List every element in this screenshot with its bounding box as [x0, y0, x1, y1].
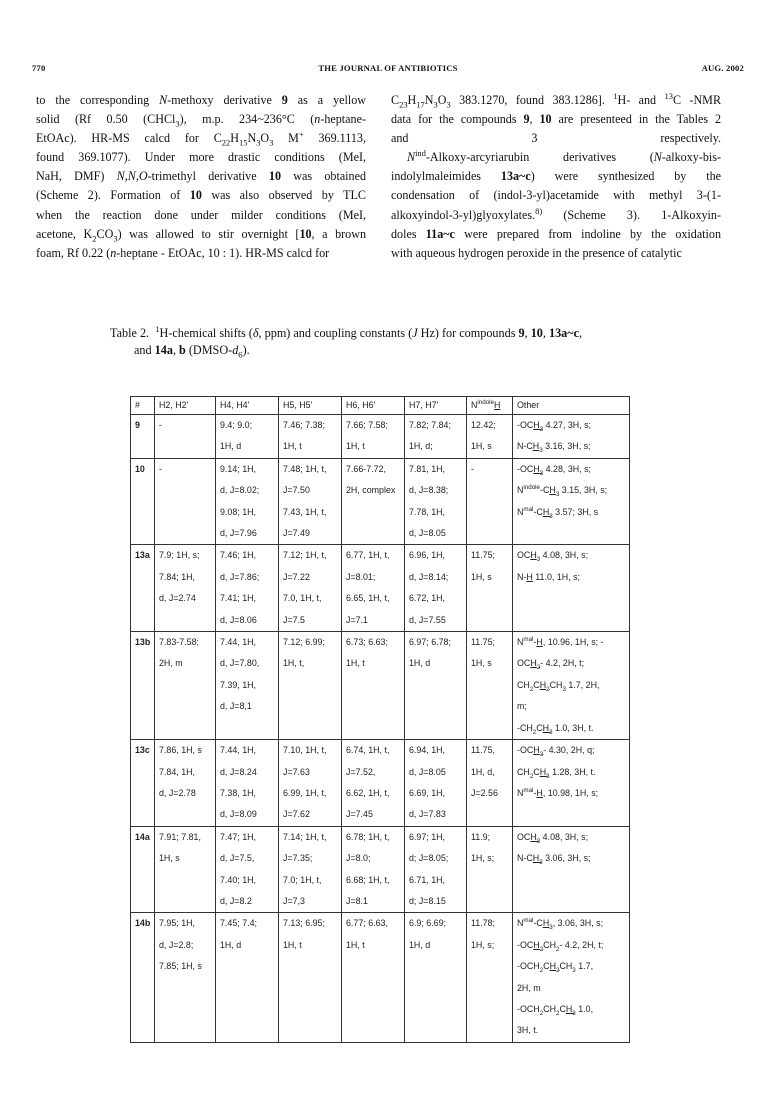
table-cell — [155, 804, 216, 826]
compound-id-cell — [131, 783, 155, 804]
table-cell: d, J=8.38; — [405, 480, 467, 501]
table-cell: $OCH_2-$ 4.2, 2H, t; — [513, 653, 630, 674]
table-cell — [467, 502, 513, 523]
table-cell: 7.85; 1H, s — [155, 956, 216, 977]
text-line: $N^{ind}-Alkoxy$-arcyriarubin derivatives (N-alkoxy-bis- — [407, 148, 721, 165]
body-text-left-column — [36, 91, 366, 263]
text-line: condensation of (indol-3-yl)acetamide with methyl 3-(1- — [391, 188, 721, 203]
column-header: Other — [513, 397, 630, 415]
table-cell — [342, 999, 405, 1020]
compound-id-cell: 10 — [131, 458, 155, 480]
table-cell — [216, 978, 279, 999]
table-cell — [279, 978, 342, 999]
table-cell: 7.81, 1H, — [405, 458, 467, 480]
table-cell — [155, 696, 216, 717]
table-row — [131, 804, 630, 826]
compound-id-cell — [131, 804, 155, 826]
compound-id-cell — [131, 999, 155, 1020]
table-cell: 7.66-7.72, — [342, 458, 405, 480]
table-cell — [513, 891, 630, 913]
compound-id-cell — [131, 935, 155, 956]
table-cell — [279, 1020, 342, 1042]
table-cell: 11.75, — [467, 740, 513, 762]
table-row — [131, 978, 630, 999]
table-cell: 7.95; 1H, — [155, 913, 216, 935]
table-cell — [155, 978, 216, 999]
table-row — [131, 696, 630, 717]
table-cell — [467, 610, 513, 632]
compound-id-cell — [131, 567, 155, 588]
compound-id-cell — [131, 675, 155, 696]
table-cell: J=7.49 — [279, 523, 342, 545]
table-cell: d, J=8.02; — [216, 480, 279, 501]
table-cell: - — [467, 458, 513, 480]
table-row — [131, 999, 630, 1020]
table-cell: 7.14; 1H, t, — [279, 826, 342, 848]
table-cell — [279, 999, 342, 1020]
table-row — [131, 523, 630, 545]
table-cell: $-OCH_2CH_2CH_3$ 1.0, — [513, 999, 630, 1020]
column-header: H2, H2' — [155, 397, 216, 415]
text-line: acetone, $K_2CO_3$) was allowed to stir overnight [10, a brown — [36, 226, 366, 244]
table-row — [131, 632, 630, 654]
table-cell: 1H, t — [279, 935, 342, 956]
table-cell: J=7.52, — [342, 762, 405, 783]
compound-id-cell — [131, 436, 155, 458]
compound-id-cell — [131, 588, 155, 609]
table-cell: 7.45; 7.4; — [216, 913, 279, 935]
table-cell: $N^{mal}-H$, 10.98, 1H, s; — [513, 783, 630, 804]
table-cell: 7.47; 1H, — [216, 826, 279, 848]
table-cell: 6.78; 1H, t, — [342, 826, 405, 848]
table-cell: d, J=8.24 — [216, 762, 279, 783]
table-cell: 6.99, 1H, t, — [279, 783, 342, 804]
table-cell: J=8.0; — [342, 848, 405, 869]
table-cell: $N-CH_3$ 3.16, 3H, s; — [513, 436, 630, 458]
table-cell: 6.71, 1H, — [405, 870, 467, 891]
text-line: NaH, DMF) N,N,O-trimethyl derivative 10 was obtained — [36, 169, 367, 184]
table-cell — [155, 523, 216, 545]
table-cell — [467, 1020, 513, 1042]
table-cell: d, J=2.74 — [155, 588, 216, 609]
table-cell: - — [155, 458, 216, 480]
table-cell: 11.75; — [467, 632, 513, 654]
table-row — [131, 415, 630, 437]
table-cell: $N-CH_3$ 3.06, 3H, s; — [513, 848, 630, 869]
table-cell: 7.86, 1H, s — [155, 740, 216, 762]
table-cell: 1H, d — [216, 935, 279, 956]
table-cell: d, J=7.5, — [216, 848, 279, 869]
text-line: with aqueous hydrogen peroxide in the presence of catalytic — [391, 245, 682, 260]
table-cell — [467, 696, 513, 717]
table-cell: $-CH_2CH_3$ 1.0, 3H, t. — [513, 718, 630, 740]
table-cell — [279, 696, 342, 717]
text-line: solid (Rf 0.50 (CHCl$_3$), m.p. 234~236°C (n-heptane- — [36, 112, 366, 129]
table-cell: 7.10, 1H, t, — [279, 740, 342, 762]
table-cell — [513, 588, 630, 609]
table-cell: d; J=8.05; — [405, 848, 467, 869]
table-cell — [216, 1020, 279, 1042]
table-cell — [467, 675, 513, 696]
table-row — [131, 436, 630, 458]
nmr-data-table — [130, 396, 630, 1043]
text-line: doles 11a~c were prepared from indoline by the oxidation — [391, 226, 721, 241]
table-cell: 7.83-7.58; — [155, 632, 216, 654]
table-cell: N-H 11.0, 1H, s; — [513, 567, 630, 588]
table-cell: $-OCH_2CH_2CH_3$ 1.7, — [513, 956, 630, 977]
table-cell: 9.08; 1H, — [216, 502, 279, 523]
compound-id-cell — [131, 891, 155, 913]
table-row — [131, 480, 630, 501]
table-cell: d, J=7.96 — [216, 523, 279, 545]
table-cell: J=7,3 — [279, 891, 342, 913]
table-cell: 9.14; 1H, — [216, 458, 279, 480]
table-cell: 7.82; 7.84; — [405, 415, 467, 437]
table-cell — [155, 436, 216, 458]
table-cell — [467, 588, 513, 609]
table-cell: 7.12; 1H, t, — [279, 545, 342, 567]
compound-id-cell: 13b — [131, 632, 155, 654]
table-cell: 6.62, 1H, t, — [342, 783, 405, 804]
table-cell — [279, 956, 342, 977]
table-row — [131, 458, 630, 480]
table-cell: d, J=8,1 — [216, 696, 279, 717]
table-cell — [155, 891, 216, 913]
table-cell: 6.9; 6.69; — [405, 913, 467, 935]
compound-id-cell — [131, 956, 155, 977]
table-cell: 1H, s — [155, 848, 216, 869]
compound-id-cell — [131, 480, 155, 501]
compound-id-cell — [131, 1020, 155, 1042]
column-header: $N^{indole}H$ — [467, 397, 513, 415]
table-cell: 1H, d — [405, 935, 467, 956]
journal-title: THE JOURNAL OF ANTIBIOTICS — [318, 63, 458, 73]
table-cell: 6.97; 1H, — [405, 826, 467, 848]
table-cell: J=8.1 — [342, 891, 405, 913]
table-cell: d, J=8.14; — [405, 567, 467, 588]
text-line: and 3 respectively. — [391, 131, 721, 146]
table-cell: 6.96, 1H, — [405, 545, 467, 567]
table-cell: $OCH_3$ 4.08, 3H, s; — [513, 545, 630, 567]
table-cell: $CH_2CH_2CH_3$ 1.7, 2H, — [513, 675, 630, 696]
table-cell — [513, 804, 630, 826]
table-cell — [216, 956, 279, 977]
table-cell — [467, 999, 513, 1020]
caption-line: Table 2. $^1$H-chemical shifts (δ, ppm) and coupling constants (J Hz) for compounds 9, 10, 13a~c, — [110, 323, 583, 340]
table-cell: J=7.63 — [279, 762, 342, 783]
table-cell: 7.0; 1H, t, — [279, 870, 342, 891]
table-cell: 7.38, 1H, — [216, 783, 279, 804]
table-cell — [216, 718, 279, 740]
table-cell: d, J=8.2 — [216, 891, 279, 913]
table-cell: 1H, d — [216, 436, 279, 458]
table-cell — [342, 978, 405, 999]
table-cell: 11.78; — [467, 913, 513, 935]
table-cell — [513, 610, 630, 632]
body-text-right-column — [391, 91, 721, 263]
table-row — [131, 913, 630, 935]
table-cell: 6.97; 6.78; — [405, 632, 467, 654]
table-cell — [342, 502, 405, 523]
table-row — [131, 1020, 630, 1042]
table-cell — [405, 718, 467, 740]
table-cell — [342, 523, 405, 545]
table-cell: d, J=7.83 — [405, 804, 467, 826]
table-cell: 7.12; 6.99; — [279, 632, 342, 654]
table-cell: 6.72, 1H, — [405, 588, 467, 609]
text-line: (Scheme 2). Formation of 10 was also observed by TLC — [36, 188, 366, 203]
text-line: $C_{23}H_{17}N_3O_3$ 383.1270, found 383.1286]. $^1$H- and $^{13}$C -NMR — [391, 90, 722, 110]
table-cell: $N^{mal}-H$, 10.96, 1H, s; - — [513, 632, 630, 654]
table-cell — [405, 675, 467, 696]
table-cell — [405, 999, 467, 1020]
compound-id-cell — [131, 978, 155, 999]
table-cell: 7.41; 1H, — [216, 588, 279, 609]
compound-id-cell: 13c — [131, 740, 155, 762]
table-cell: d, J=8.06 — [216, 610, 279, 632]
table-cell: $CH_2CH_3$ 1.28, 3H, t. — [513, 762, 630, 783]
table-row — [131, 783, 630, 804]
table-cell: J=7.22 — [279, 567, 342, 588]
table-cell: 7.0, 1H, t, — [279, 588, 342, 609]
text-line: EtOAc). HR-MS calcd for $C_{22}H_{15}N_3O_3$ M+ 369.1113, — [36, 129, 366, 148]
table-cell — [405, 696, 467, 717]
table-cell — [155, 718, 216, 740]
table-cell: 12.42; — [467, 415, 513, 437]
table-cell: 1H, d — [405, 653, 467, 674]
table-cell: 11.9; — [467, 826, 513, 848]
column-header: H7, H7' — [405, 397, 467, 415]
table-cell: 7.39, 1H, — [216, 675, 279, 696]
table-cell: J=2.56 — [467, 783, 513, 804]
table-cell: $-OCH_2CH_2-$ 4.2, 2H, t; — [513, 935, 630, 956]
table-cell: 6.65, 1H, t, — [342, 588, 405, 609]
table-cell: 1H, s — [467, 567, 513, 588]
table-cell: 7.66; 7.58; — [342, 415, 405, 437]
table-row — [131, 653, 630, 674]
table-row — [131, 502, 630, 523]
table-cell — [467, 804, 513, 826]
table-cell: 7.48; 1H, t, — [279, 458, 342, 480]
compound-id-cell: 14a — [131, 826, 155, 848]
table-row — [131, 870, 630, 891]
table-row — [131, 891, 630, 913]
table-cell: d, J=8.09 — [216, 804, 279, 826]
table-cell — [405, 1020, 467, 1042]
table-cell: 6.73; 6.63; — [342, 632, 405, 654]
table-cell — [467, 523, 513, 545]
table-cell: 2H, complex — [342, 480, 405, 501]
text-line: indolylmaleimides 13a~c) were synthesized by the — [391, 169, 721, 184]
table-cell: $-OCH_3$ 4.27, 3H, s; — [513, 415, 630, 437]
table-cell — [155, 480, 216, 501]
table-cell: 1H, d, — [467, 762, 513, 783]
table-cell — [155, 610, 216, 632]
table-cell: d, J=7.80, — [216, 653, 279, 674]
table-cell: 7.46; 7.38; — [279, 415, 342, 437]
table-cell: 1H, t — [342, 653, 405, 674]
table-cell: 6.77; 6.63, — [342, 913, 405, 935]
table-cell: J=7.50 — [279, 480, 342, 501]
table-row — [131, 762, 630, 783]
table-cell: 6.69, 1H, — [405, 783, 467, 804]
table-row — [131, 740, 630, 762]
table-cell: 7.84; 1H, — [155, 567, 216, 588]
table-cell: 7.78, 1H, — [405, 502, 467, 523]
compound-id-cell — [131, 718, 155, 740]
page-number: 770 — [32, 63, 46, 73]
table-cell — [216, 999, 279, 1020]
compound-id-cell — [131, 523, 155, 545]
table-cell: 6.94, 1H, — [405, 740, 467, 762]
table-cell: 7.44, 1H, — [216, 740, 279, 762]
table-cell: 6.77, 1H, t, — [342, 545, 405, 567]
compound-id-cell — [131, 653, 155, 674]
table-cell — [513, 523, 630, 545]
table-cell — [467, 891, 513, 913]
table-cell: $-OCH_3$ 4.28, 3H, s; — [513, 458, 630, 480]
table-cell — [513, 870, 630, 891]
table-cell — [342, 675, 405, 696]
table-cell: 7.13; 6.95; — [279, 913, 342, 935]
text-line: found 369.1077). Under more drastic conditions (MeI, — [36, 150, 366, 165]
table-cell: 1H, d; — [405, 436, 467, 458]
table-row — [131, 610, 630, 632]
table-cell: 3H, t. — [513, 1020, 630, 1042]
table-cell — [155, 870, 216, 891]
table-cell: $N^{indole}-CH_3$ 3.15, 3H, s; — [513, 480, 630, 501]
table-cell: d, J=2.8; — [155, 935, 216, 956]
table-cell: $OCH_3$ 4.08, 3H, s; — [513, 826, 630, 848]
table-cell: $N^{mal}-CH_3$ 3.57; 3H, s — [513, 502, 630, 523]
compound-id-cell — [131, 610, 155, 632]
table-row — [131, 956, 630, 977]
table-row — [131, 567, 630, 588]
table-row — [131, 545, 630, 567]
table-cell — [467, 978, 513, 999]
table-row — [131, 826, 630, 848]
table-cell: m; — [513, 696, 630, 717]
table-cell — [342, 718, 405, 740]
table-cell: J=7.5 — [279, 610, 342, 632]
table-cell: 6.68; 1H, t, — [342, 870, 405, 891]
table-cell: 1H, t — [342, 935, 405, 956]
table-cell: J=7.62 — [279, 804, 342, 826]
table-row — [131, 935, 630, 956]
text-line: alkoxyindol-3-yl)glyoxylates.$^{8)}$ (Scheme 3). 1-Alkoxyin- — [391, 205, 721, 222]
table-cell: d, J=7.55 — [405, 610, 467, 632]
table-cell: 1H, s; — [467, 848, 513, 869]
compound-id-cell: 13a — [131, 545, 155, 567]
compound-id-cell — [131, 762, 155, 783]
table-cell — [405, 956, 467, 977]
caption-line: and 14a, b $(DMSO-d_6)$. — [134, 343, 250, 360]
table-cell: 2H, m — [155, 653, 216, 674]
table-cell — [405, 978, 467, 999]
table-cell: d, J=7.86; — [216, 567, 279, 588]
table-cell: d, J=2.78 — [155, 783, 216, 804]
table-cell — [279, 718, 342, 740]
table-cell: 7.40; 1H, — [216, 870, 279, 891]
table-cell — [467, 718, 513, 740]
column-header: H4, H4' — [216, 397, 279, 415]
table-cell — [155, 999, 216, 1020]
compound-id-cell — [131, 696, 155, 717]
table-cell: - — [155, 415, 216, 437]
table-cell: 7.91; 7.81, — [155, 826, 216, 848]
table-cell: 2H, m — [513, 978, 630, 999]
table-cell: 1H, t — [342, 436, 405, 458]
table-cell — [342, 1020, 405, 1042]
compound-id-cell — [131, 870, 155, 891]
table-row — [131, 675, 630, 696]
compound-id-cell — [131, 848, 155, 869]
table-cell: 7.46; 1H, — [216, 545, 279, 567]
table-cell: J=7.45 — [342, 804, 405, 826]
table-cell — [155, 502, 216, 523]
compound-id-cell — [131, 502, 155, 523]
text-line: when the reaction done under milder conditions (MeI, — [36, 207, 366, 222]
text-line: to the corresponding N-methoxy derivative 9 as a yellow — [36, 93, 366, 107]
table-row — [131, 848, 630, 869]
table-cell: $-OCH_2-$ 4.30, 2H, q; — [513, 740, 630, 762]
table-cell — [155, 1020, 216, 1042]
table-cell: 7.9; 1H, s; — [155, 545, 216, 567]
table-row — [131, 588, 630, 609]
text-line: data for the compounds 9, 10 are presenteed in the Tables 2 — [391, 112, 722, 127]
table-cell — [155, 675, 216, 696]
table-cell: 9.4; 9.0; — [216, 415, 279, 437]
table-cell — [467, 956, 513, 977]
table-cell: d; J=8.15 — [405, 891, 467, 913]
table-cell: 7.44, 1H, — [216, 632, 279, 654]
table-cell: J=7.35; — [279, 848, 342, 869]
table-caption — [110, 325, 670, 359]
issue-date: AUG. 2002 — [701, 63, 744, 73]
table-cell: 7.43, 1H, t, — [279, 502, 342, 523]
table-cell: 1H, s; — [467, 935, 513, 956]
table-cell — [467, 870, 513, 891]
text-line: foam, Rf 0.22 (n-heptane - EtOAc, 10 : 1). HR-MS calcd for — [36, 245, 330, 260]
table-cell — [279, 675, 342, 696]
compound-id-cell: 9 — [131, 415, 155, 437]
table-cell: 11.75; — [467, 545, 513, 567]
table-row — [131, 718, 630, 740]
table-cell: 6.74, 1H, t, — [342, 740, 405, 762]
table-cell: d, J=8.05 — [405, 523, 467, 545]
compound-id-cell: 14b — [131, 913, 155, 935]
table-cell: 1H, t — [279, 436, 342, 458]
table-cell: 1H, s — [467, 436, 513, 458]
table-cell: J=7.1 — [342, 610, 405, 632]
table-cell: 7.84, 1H, — [155, 762, 216, 783]
table-cell — [342, 956, 405, 977]
column-header: # — [131, 397, 155, 415]
table-cell: 1H, t, — [279, 653, 342, 674]
table-cell: J=8.01; — [342, 567, 405, 588]
table-cell: 1H, s — [467, 653, 513, 674]
table-cell: d, J=8.05 — [405, 762, 467, 783]
column-header: H5, H5' — [279, 397, 342, 415]
table-cell — [467, 480, 513, 501]
column-header: H6, H6' — [342, 397, 405, 415]
table-cell — [342, 696, 405, 717]
table-cell: $N^{mal}-CH_3$, 3.06, 3H, s; — [513, 913, 630, 935]
